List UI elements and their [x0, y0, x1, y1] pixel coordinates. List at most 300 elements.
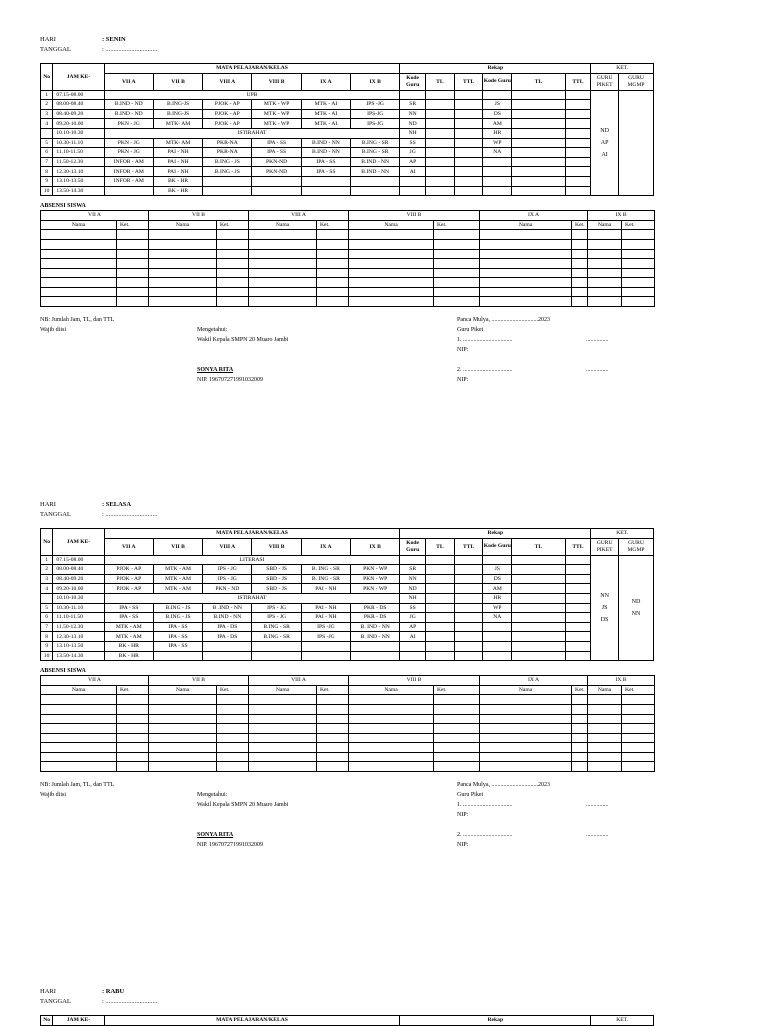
ttl-cell	[454, 109, 483, 119]
absensi-cell[interactable]	[480, 268, 572, 278]
absensi-cell[interactable]	[317, 695, 349, 705]
schedule-table	[40, 528, 654, 661]
subject-cell: PKR-NA	[203, 148, 252, 158]
absensi-cell[interactable]	[480, 259, 572, 269]
absensi-cell[interactable]	[480, 239, 572, 249]
row-jam: 10.30-11.10	[53, 138, 104, 148]
absensi-cell[interactable]	[317, 230, 349, 240]
absensi-cell[interactable]	[480, 278, 572, 288]
absensi-cell[interactable]	[217, 230, 249, 240]
absensi-cell[interactable]	[588, 249, 622, 259]
tl-cell	[512, 584, 565, 594]
absensi-cell[interactable]	[349, 752, 434, 762]
absensi-cell[interactable]	[622, 230, 655, 240]
ttl-header: TTL	[565, 73, 591, 90]
absensi-cell[interactable]	[572, 239, 588, 249]
class-header: VIII A	[203, 73, 252, 90]
subject-cell: IPA - SS	[301, 157, 350, 167]
absensi-cell[interactable]	[622, 704, 655, 714]
absensi-cell[interactable]	[317, 733, 349, 743]
absensi-ket-header: Ket.	[622, 685, 655, 695]
absensi-cell[interactable]	[572, 743, 588, 753]
table-row	[41, 555, 654, 565]
absensi-cell[interactable]	[622, 733, 655, 743]
absensi-cell[interactable]	[117, 268, 149, 278]
absensi-cell[interactable]	[149, 230, 217, 240]
absensi-cell[interactable]	[480, 249, 572, 259]
ttl-cell	[565, 632, 591, 642]
subject-cell: B.ING-JS	[153, 100, 202, 110]
absensi-cell[interactable]	[588, 239, 622, 249]
absensi-cell[interactable]	[572, 297, 588, 307]
absensi-cell[interactable]	[622, 287, 655, 297]
absensi-cell[interactable]	[41, 733, 117, 743]
footer-wajib: Wajib diisi	[40, 327, 67, 334]
footer-nip1: NIP:	[457, 812, 469, 819]
absensi-cell[interactable]	[41, 743, 117, 753]
absensi-cell[interactable]	[149, 239, 217, 249]
row-no	[41, 593, 53, 603]
absensi-cell[interactable]	[217, 762, 249, 772]
absensi-cell[interactable]	[349, 268, 434, 278]
subject-cell: B.ING - JS	[203, 157, 252, 167]
guru-mgmp-header: GURU MGMP	[618, 73, 653, 90]
absensi-cell[interactable]	[41, 704, 117, 714]
subject-cell: PKN - WP	[351, 565, 400, 575]
absensi-cell[interactable]	[217, 724, 249, 734]
subject-cell: PKN - ND	[203, 584, 252, 594]
absensi-cell[interactable]	[622, 743, 655, 753]
subject-cell: IPS -JG	[301, 632, 350, 642]
absensi-cell[interactable]	[41, 230, 117, 240]
row-jam: 11.50-12.30	[53, 622, 104, 632]
absensi-cell[interactable]	[480, 743, 572, 753]
subject-cell: IPS-JG	[351, 119, 400, 129]
absensi-cell[interactable]	[41, 714, 117, 724]
tl-cell	[512, 128, 565, 138]
absensi-cell[interactable]	[572, 230, 588, 240]
tl-cell	[425, 593, 454, 603]
absensi-cell[interactable]	[41, 695, 117, 705]
absensi-cell[interactable]	[117, 695, 149, 705]
absensi-cell[interactable]	[317, 259, 349, 269]
subject-cell: IPS - JG	[203, 565, 252, 575]
kode-guru-cell: JS	[483, 100, 512, 110]
row-no: 8	[41, 632, 53, 642]
absensi-cell[interactable]	[588, 695, 622, 705]
absensi-row	[41, 695, 655, 705]
absensi-cell[interactable]	[317, 704, 349, 714]
table-row	[41, 109, 654, 119]
absensi-cell[interactable]	[217, 743, 249, 753]
absensi-nama-header: Nama	[349, 685, 434, 695]
absensi-cell[interactable]	[149, 278, 217, 288]
absensi-cell[interactable]	[588, 268, 622, 278]
absensi-cell[interactable]	[572, 724, 588, 734]
table-row	[41, 574, 654, 584]
absensi-cell[interactable]	[317, 297, 349, 307]
table-row	[41, 138, 654, 148]
absensi-cell[interactable]	[249, 268, 317, 278]
subject-cell: B.ING - JS	[203, 167, 252, 177]
footer-wakil: Wakil Kepala SMPN 20 Muaro Jambi	[197, 337, 289, 344]
absensi-cell[interactable]	[117, 724, 149, 734]
subject-cell: PKN - JG	[104, 148, 153, 158]
absensi-cell[interactable]	[572, 287, 588, 297]
absensi-cell[interactable]	[217, 297, 249, 307]
absensi-cell[interactable]	[249, 714, 317, 724]
absensi-cell[interactable]	[217, 239, 249, 249]
absensi-cell[interactable]	[588, 733, 622, 743]
absensi-cell[interactable]	[434, 249, 480, 259]
absensi-cell[interactable]	[249, 259, 317, 269]
absensi-cell[interactable]	[588, 743, 622, 753]
absensi-cell[interactable]	[349, 287, 434, 297]
footer-dots2: ...............	[586, 367, 609, 374]
absensi-cell[interactable]	[480, 695, 572, 705]
kode-guru-cell	[400, 176, 426, 186]
absensi-cell[interactable]	[434, 733, 480, 743]
absensi-cell[interactable]	[149, 733, 217, 743]
table-row	[41, 641, 654, 651]
absensi-cell[interactable]	[249, 278, 317, 288]
absensi-cell[interactable]	[572, 695, 588, 705]
absensi-cell[interactable]	[317, 268, 349, 278]
absensi-cell[interactable]	[434, 259, 480, 269]
absensi-cell[interactable]	[480, 724, 572, 734]
absensi-cell[interactable]	[317, 762, 349, 772]
absensi-cell[interactable]	[249, 287, 317, 297]
absensi-cell[interactable]	[117, 278, 149, 288]
absensi-cell[interactable]	[349, 230, 434, 240]
absensi-cell[interactable]	[149, 762, 217, 772]
absensi-row	[41, 724, 655, 734]
absensi-cell[interactable]	[317, 724, 349, 734]
subject-cell	[351, 641, 400, 651]
absensi-cell[interactable]	[149, 695, 217, 705]
row-jam: 12.30-13.10	[53, 632, 104, 642]
absensi-cell[interactable]	[588, 704, 622, 714]
absensi-cell[interactable]	[249, 733, 317, 743]
subject-cell: PKR - DS	[351, 613, 400, 623]
table-row	[41, 167, 654, 177]
footer-wakil: Wakil Kepala SMPN 20 Muaro Jambi	[197, 802, 289, 809]
absensi-cell[interactable]	[217, 752, 249, 762]
absensi-cell[interactable]	[249, 695, 317, 705]
absensi-cell[interactable]	[349, 297, 434, 307]
ttl-cell	[454, 100, 483, 110]
footer-nb: NB: Jumlah Jam, TL, dan TTL	[40, 782, 115, 789]
absensi-cell[interactable]	[434, 230, 480, 240]
absensi-cell[interactable]	[41, 268, 117, 278]
absensi-cell[interactable]	[217, 704, 249, 714]
kode-guru-cell: ND	[400, 119, 426, 129]
kode-guru-cell: SS	[400, 138, 426, 148]
absensi-cell[interactable]	[249, 724, 317, 734]
tl-header: TL	[512, 73, 565, 90]
absensi-cell[interactable]	[317, 752, 349, 762]
guru-piket-cell	[591, 555, 619, 661]
ket-header: KET.	[591, 1016, 654, 1026]
tl-cell	[425, 555, 454, 565]
absensi-cell[interactable]	[41, 724, 117, 734]
absensi-cell[interactable]	[149, 297, 217, 307]
absensi-cell[interactable]	[249, 239, 317, 249]
absensi-cell[interactable]	[622, 752, 655, 762]
absensi-cell[interactable]	[149, 249, 217, 259]
row-no: 9	[41, 176, 53, 186]
absensi-cell[interactable]	[434, 762, 480, 772]
absensi-cell[interactable]	[622, 724, 655, 734]
day-header	[40, 987, 654, 1007]
absensi-cell[interactable]	[588, 287, 622, 297]
absensi-cell[interactable]	[480, 762, 572, 772]
footer-dots2: ...............	[586, 832, 609, 839]
absensi-cell[interactable]	[249, 249, 317, 259]
absensi-cell[interactable]	[480, 714, 572, 724]
absensi-cell[interactable]	[317, 239, 349, 249]
ttl-cell	[565, 90, 591, 100]
absensi-cell[interactable]	[149, 752, 217, 762]
absensi-cell[interactable]	[572, 733, 588, 743]
absensi-cell[interactable]	[572, 259, 588, 269]
absensi-ket-header: Ket.	[572, 685, 588, 695]
subject-cell	[351, 186, 400, 196]
absensi-cell[interactable]	[149, 743, 217, 753]
subject-cell: IPS -JG	[301, 622, 350, 632]
absensi-class-header: IX B	[588, 676, 655, 686]
absensi-cell[interactable]	[249, 762, 317, 772]
absensi-cell[interactable]	[572, 714, 588, 724]
absensi-cell[interactable]	[349, 762, 434, 772]
absensi-cell[interactable]	[434, 297, 480, 307]
absensi-cell[interactable]	[149, 704, 217, 714]
absensi-cell[interactable]	[572, 268, 588, 278]
absensi-cell[interactable]	[588, 230, 622, 240]
schedule-page	[40, 500, 654, 860]
tl-cell	[512, 632, 565, 642]
absensi-cell[interactable]	[622, 714, 655, 724]
ttl-cell	[454, 603, 483, 613]
tl-cell	[512, 90, 565, 100]
absensi-cell[interactable]	[572, 278, 588, 288]
ttl-cell	[454, 157, 483, 167]
absensi-cell[interactable]	[622, 297, 655, 307]
absensi-cell[interactable]	[572, 704, 588, 714]
absensi-cell[interactable]	[217, 278, 249, 288]
absensi-cell[interactable]	[41, 278, 117, 288]
absensi-cell[interactable]	[249, 297, 317, 307]
subject-cell: B.IND - NN	[351, 167, 400, 177]
absensi-cell[interactable]	[622, 259, 655, 269]
subject-cell: MTK - AM	[153, 574, 202, 584]
absensi-cell[interactable]	[434, 268, 480, 278]
absensi-cell[interactable]	[117, 287, 149, 297]
absensi-cell[interactable]	[480, 752, 572, 762]
subject-cell: B.IND - ND	[104, 100, 153, 110]
absensi-cell[interactable]	[317, 714, 349, 724]
absensi-class-header: VIII A	[249, 676, 349, 686]
ttl-cell	[454, 148, 483, 158]
absensi-cell[interactable]	[41, 297, 117, 307]
absensi-cell[interactable]	[41, 239, 117, 249]
ttl-cell	[454, 128, 483, 138]
absensi-cell[interactable]	[349, 733, 434, 743]
kode-guru-cell	[483, 176, 512, 186]
absensi-cell[interactable]	[588, 259, 622, 269]
ttl-cell	[454, 138, 483, 148]
absensi-cell[interactable]	[217, 259, 249, 269]
absensi-cell[interactable]	[117, 714, 149, 724]
absensi-cell[interactable]	[217, 695, 249, 705]
absensi-cell[interactable]	[622, 762, 655, 772]
absensi-cell[interactable]	[480, 287, 572, 297]
subject-cell: MTK- AM	[153, 138, 202, 148]
absensi-cell[interactable]	[217, 287, 249, 297]
subject-cell: MTK - WP	[252, 100, 301, 110]
absensi-cell[interactable]	[349, 695, 434, 705]
absensi-cell[interactable]	[434, 714, 480, 724]
absensi-cell[interactable]	[149, 724, 217, 734]
absensi-cell[interactable]	[588, 724, 622, 734]
absensi-cell[interactable]	[434, 239, 480, 249]
subject-cell: PKN - JG	[104, 119, 153, 129]
absensi-cell[interactable]	[588, 714, 622, 724]
absensi-cell[interactable]	[117, 249, 149, 259]
row-jam: 11.50-12.30	[53, 157, 104, 167]
footer-wajib: Wajib diisi	[40, 792, 67, 799]
absensi-cell[interactable]	[349, 724, 434, 734]
kode-guru-header: Kode Guru	[483, 538, 512, 555]
absensi-ket-header: Ket.	[317, 685, 349, 695]
subject-cell	[252, 651, 301, 661]
absensi-cell[interactable]	[349, 714, 434, 724]
absensi-cell[interactable]	[572, 762, 588, 772]
row-jam: 13.50-14.30	[53, 651, 104, 661]
kode-guru-cell: AI	[400, 167, 426, 177]
absensi-cell[interactable]	[149, 287, 217, 297]
subject-cell: IPA - SS	[104, 603, 153, 613]
absensi-cell[interactable]	[217, 714, 249, 724]
tl-cell	[512, 641, 565, 651]
absensi-cell[interactable]	[249, 743, 317, 753]
absensi-cell[interactable]	[349, 278, 434, 288]
absensi-cell[interactable]	[572, 249, 588, 259]
absensi-cell[interactable]	[349, 259, 434, 269]
absensi-ket-header: Ket.	[117, 220, 149, 230]
absensi-cell[interactable]	[622, 695, 655, 705]
absensi-cell[interactable]	[434, 704, 480, 714]
absensi-cell[interactable]	[622, 249, 655, 259]
tl-cell	[512, 109, 565, 119]
absensi-cell[interactable]	[434, 743, 480, 753]
absensi-cell[interactable]	[117, 239, 149, 249]
absensi-cell[interactable]	[41, 752, 117, 762]
table-row	[41, 613, 654, 623]
class-header: VII A	[104, 538, 153, 555]
absensi-cell[interactable]	[572, 752, 588, 762]
subject-cell: MTK - AI	[301, 100, 350, 110]
absensi-cell[interactable]	[117, 752, 149, 762]
absensi-cell[interactable]	[622, 278, 655, 288]
absensi-cell[interactable]	[480, 230, 572, 240]
absensi-cell[interactable]	[622, 239, 655, 249]
absensi-cell[interactable]	[434, 752, 480, 762]
absensi-cell[interactable]	[480, 297, 572, 307]
absensi-cell[interactable]	[217, 268, 249, 278]
row-jam: 11.10-11.50	[53, 613, 104, 623]
subject-cell: PJOK - AP	[104, 584, 153, 594]
subject-cell: BK - HR	[104, 651, 153, 661]
subject-cell: B.ING - SR	[252, 622, 301, 632]
absensi-cell[interactable]	[41, 762, 117, 772]
absensi-cell[interactable]	[349, 249, 434, 259]
absensi-cell[interactable]	[588, 762, 622, 772]
absensi-cell[interactable]	[117, 743, 149, 753]
table-row	[41, 90, 654, 100]
class-header: VIII B	[252, 538, 301, 555]
absensi-cell[interactable]	[349, 239, 434, 249]
absensi-cell[interactable]	[317, 278, 349, 288]
absensi-cell[interactable]	[249, 704, 317, 714]
absensi-cell[interactable]	[622, 268, 655, 278]
absensi-cell[interactable]	[217, 733, 249, 743]
absensi-cell[interactable]	[117, 230, 149, 240]
row-jam: 10.10-10.30	[53, 128, 104, 138]
rekap-header: Rekap	[400, 1016, 591, 1026]
absensi-cell[interactable]	[480, 733, 572, 743]
absensi-cell[interactable]	[149, 714, 217, 724]
footer-place-date: Panca Mulya, ...............................2023	[457, 317, 550, 324]
tl-cell	[425, 100, 454, 110]
absensi-cell[interactable]	[317, 249, 349, 259]
absensi-cell[interactable]	[349, 704, 434, 714]
footer-mengetahui: Mengetahui:	[197, 792, 228, 799]
absensi-cell[interactable]	[41, 259, 117, 269]
absensi-cell[interactable]	[434, 287, 480, 297]
tanggal-value: : ................................	[102, 511, 158, 518]
absensi-cell[interactable]	[317, 287, 349, 297]
absensi-cell[interactable]	[588, 278, 622, 288]
absensi-cell[interactable]	[117, 704, 149, 714]
absensi-cell[interactable]	[117, 733, 149, 743]
absensi-cell[interactable]	[149, 268, 217, 278]
absensi-cell[interactable]	[249, 752, 317, 762]
absensi-cell[interactable]	[434, 724, 480, 734]
absensi-cell[interactable]	[317, 743, 349, 753]
absensi-cell[interactable]	[117, 297, 149, 307]
ttl-cell	[565, 157, 591, 167]
absensi-cell[interactable]	[434, 695, 480, 705]
absensi-cell[interactable]	[434, 278, 480, 288]
absensi-cell[interactable]	[249, 230, 317, 240]
absensi-cell[interactable]	[349, 743, 434, 753]
footer-nip2: NIP:	[457, 377, 469, 384]
absensi-cell[interactable]	[117, 259, 149, 269]
absensi-cell[interactable]	[588, 752, 622, 762]
absensi-cell[interactable]	[588, 297, 622, 307]
ttl-cell	[454, 613, 483, 623]
absensi-cell[interactable]	[41, 249, 117, 259]
absensi-row	[41, 230, 655, 240]
absensi-cell[interactable]	[117, 762, 149, 772]
hari-label: HARI	[40, 988, 56, 995]
absensi-cell[interactable]	[480, 704, 572, 714]
absensi-cell[interactable]	[149, 259, 217, 269]
absensi-row	[41, 752, 655, 762]
absensi-cell[interactable]	[217, 249, 249, 259]
absensi-cell[interactable]	[41, 287, 117, 297]
